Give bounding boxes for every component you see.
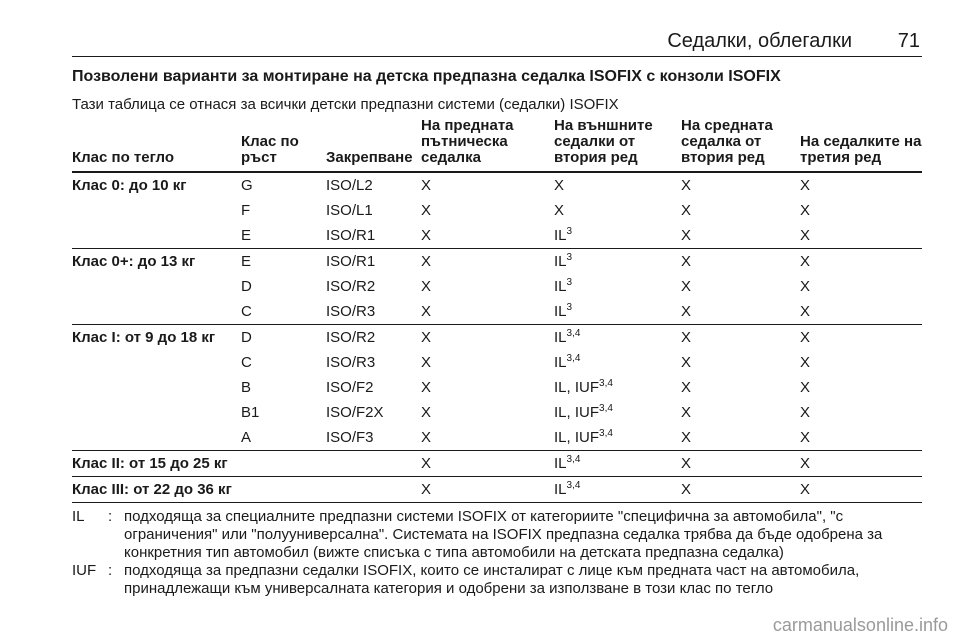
outer-second-row-cell-text: IL, IUF	[554, 429, 600, 446]
front-seat-cell-text: X	[421, 278, 432, 295]
weight-class-cell	[72, 350, 241, 375]
fixture-cell-text: ISO/R3	[326, 303, 376, 320]
footnote-ref: 3	[566, 226, 573, 237]
weight-class-cell-text: Клас 0+: до 13 кг	[72, 253, 196, 270]
footnote-ref: 3,4	[566, 328, 581, 339]
outer-second-row-cell	[554, 249, 681, 275]
fixture-cell-text: ISO/R1	[326, 227, 376, 244]
third-row-cell-text: X	[800, 253, 811, 270]
front-seat-cell-text: X	[421, 404, 432, 421]
middle-second-row-cell-text: X	[681, 354, 692, 371]
outer-second-row-cell-text: IL	[554, 303, 567, 320]
front-seat-cell-text: X	[421, 429, 432, 446]
front-seat-cell-text: X	[421, 303, 432, 320]
column-header: Клас по ръст	[241, 118, 326, 172]
front-seat-cell-text: X	[421, 455, 432, 472]
front-seat-cell-text: X	[421, 354, 432, 371]
fixture-cell	[326, 299, 421, 325]
legend-colon: :	[108, 508, 113, 525]
third-row-cell-text: X	[800, 404, 811, 421]
size-class-cell	[241, 198, 326, 223]
outer-second-row-cell-text: IL, IUF	[554, 404, 600, 421]
weight-class-cell	[72, 299, 241, 325]
size-class-cell-text: C	[241, 354, 252, 371]
fixture-cell-text: ISO/L2	[326, 177, 373, 194]
middle-second-row-cell	[681, 299, 800, 325]
size-class-cell-text: F	[241, 202, 251, 219]
fixture-cell-text: ISO/L1	[326, 202, 373, 219]
legend-description: подходяща за предпазни седалки ISOFIX, които се инсталират с лице към предната част на автомобила, принадлежащи към универсалната категория и одобрени за използване в този клас по тегло	[124, 562, 860, 597]
weight-class-cell	[72, 249, 241, 275]
fixture-cell	[326, 325, 421, 351]
middle-second-row-cell-text: X	[681, 202, 692, 219]
footnote-ref: 3,4	[566, 480, 581, 491]
footnote-ref: 3,4	[599, 428, 613, 439]
size-class-cell-text: G	[241, 177, 253, 194]
size-class-cell-text: B1	[241, 404, 260, 421]
weight-class-cell-text: Клас I: от 9 до 18 кг	[72, 329, 216, 346]
weight-class-cell	[72, 400, 241, 425]
fixture-cell	[326, 274, 421, 299]
section-heading: Позволени варианти за монтиране на детска предпазна седалка ISOFIX с конзоли ISOFIX	[72, 68, 781, 85]
outer-second-row-cell-text: IL	[554, 278, 567, 295]
outer-second-row-cell-text: IL, IUF	[554, 379, 600, 396]
middle-second-row-cell	[681, 274, 800, 299]
third-row-cell	[800, 274, 922, 299]
middle-second-row-cell-text: X	[681, 379, 692, 396]
fixture-cell	[326, 198, 421, 223]
middle-second-row-cell-text: X	[681, 177, 692, 194]
middle-second-row-cell-text: X	[681, 253, 692, 270]
outer-second-row-cell	[554, 198, 681, 223]
fixture-cell	[326, 477, 421, 503]
fixture-cell-text: ISO/F3	[326, 429, 374, 446]
third-row-cell	[800, 451, 922, 477]
front-seat-cell	[421, 249, 554, 275]
weight-class-cell	[72, 325, 241, 351]
fixture-cell	[326, 350, 421, 375]
table-row	[72, 325, 922, 351]
front-seat-cell-text: X	[421, 202, 432, 219]
weight-class-cell	[72, 375, 241, 400]
fixture-cell	[326, 249, 421, 275]
table-header-row	[72, 118, 922, 172]
legend-item	[72, 508, 924, 562]
table-row	[72, 425, 922, 451]
footnote-ref: 3	[566, 302, 573, 313]
table-row	[72, 400, 922, 425]
third-row-cell	[800, 400, 922, 425]
column-header: На седалките на третия ред	[800, 118, 922, 172]
outer-second-row-cell	[554, 172, 681, 198]
legend-item	[72, 562, 924, 598]
legend	[72, 508, 924, 598]
middle-second-row-cell	[681, 477, 800, 503]
third-row-cell-text: X	[800, 329, 811, 346]
outer-second-row-cell	[554, 425, 681, 451]
front-seat-cell	[421, 299, 554, 325]
weight-class-cell	[72, 198, 241, 223]
middle-second-row-cell-text: X	[681, 329, 692, 346]
size-class-cell	[241, 223, 326, 249]
weight-class-cell	[72, 477, 241, 503]
table-body	[72, 172, 922, 503]
size-class-cell	[241, 350, 326, 375]
middle-second-row-cell	[681, 198, 800, 223]
front-seat-cell	[421, 274, 554, 299]
fixture-cell-text: ISO/F2	[326, 379, 374, 396]
page-header	[72, 30, 922, 57]
outer-second-row-cell-text: IL	[554, 253, 567, 270]
third-row-cell	[800, 375, 922, 400]
third-row-cell-text: X	[800, 303, 811, 320]
third-row-cell	[800, 172, 922, 198]
front-seat-cell	[421, 350, 554, 375]
middle-second-row-cell	[681, 451, 800, 477]
middle-second-row-cell-text: X	[681, 303, 692, 320]
middle-second-row-cell	[681, 400, 800, 425]
front-seat-cell-text: X	[421, 177, 432, 194]
front-seat-cell	[421, 223, 554, 249]
third-row-cell	[800, 325, 922, 351]
outer-second-row-cell-text: IL	[554, 329, 567, 346]
size-class-cell-text: C	[241, 303, 252, 320]
weight-class-cell	[72, 451, 241, 477]
weight-class-cell	[72, 223, 241, 249]
size-class-cell	[241, 249, 326, 275]
table-row	[72, 274, 922, 299]
third-row-cell-text: X	[800, 354, 811, 371]
front-seat-cell	[421, 375, 554, 400]
size-class-cell	[241, 299, 326, 325]
table-row	[72, 249, 922, 275]
third-row-cell	[800, 249, 922, 275]
size-class-cell-text: D	[241, 329, 252, 346]
middle-second-row-cell	[681, 350, 800, 375]
footnote-ref: 3	[566, 252, 573, 263]
front-seat-cell-text: X	[421, 329, 432, 346]
outer-second-row-cell	[554, 325, 681, 351]
footnote-ref: 3	[566, 277, 573, 288]
legend-abbr: IL	[72, 508, 85, 525]
outer-second-row-cell	[554, 223, 681, 249]
size-class-cell	[241, 451, 326, 477]
table-row	[72, 477, 922, 503]
third-row-cell-text: X	[800, 379, 811, 396]
page-header-title: Седалки, облегалки	[667, 30, 852, 52]
third-row-cell-text: X	[800, 455, 811, 472]
size-class-cell	[241, 172, 326, 198]
middle-second-row-cell	[681, 325, 800, 351]
size-class-cell	[241, 375, 326, 400]
outer-second-row-cell	[554, 400, 681, 425]
size-class-cell	[241, 425, 326, 451]
middle-second-row-cell	[681, 375, 800, 400]
weight-class-cell-text: Клас III: от 22 до 36 кг	[72, 481, 232, 498]
fixture-cell-text: ISO/R3	[326, 354, 376, 371]
third-row-cell	[800, 223, 922, 249]
size-class-cell-text: B	[241, 379, 252, 396]
third-row-cell	[800, 350, 922, 375]
front-seat-cell	[421, 198, 554, 223]
outer-second-row-cell	[554, 299, 681, 325]
footnote-ref: 3,4	[566, 454, 581, 465]
size-class-cell	[241, 400, 326, 425]
size-class-cell-text: E	[241, 253, 252, 270]
footnote-ref: 3,4	[599, 378, 613, 389]
weight-class-cell-text: Клас 0: до 10 кг	[72, 177, 187, 194]
weight-class-cell-text: Клас II: от 15 до 25 кг	[72, 455, 228, 472]
column-header: На предната пътническа седалка	[421, 118, 554, 172]
outer-second-row-cell	[554, 477, 681, 503]
front-seat-cell-text: X	[421, 481, 432, 498]
fixture-cell	[326, 223, 421, 249]
size-class-cell-text: D	[241, 278, 252, 295]
outer-second-row-cell	[554, 451, 681, 477]
front-seat-cell	[421, 172, 554, 198]
table-row	[72, 299, 922, 325]
outer-second-row-cell	[554, 274, 681, 299]
isofix-table	[72, 118, 922, 503]
column-header: Закрепване	[326, 118, 421, 172]
fixture-cell	[326, 172, 421, 198]
legend-colon: :	[108, 562, 113, 579]
front-seat-cell-text: X	[421, 253, 432, 270]
weight-class-cell	[72, 425, 241, 451]
table-row	[72, 451, 922, 477]
size-class-cell	[241, 477, 326, 503]
third-row-cell-text: X	[800, 429, 811, 446]
watermark: carmanualsonline.info	[772, 615, 948, 635]
size-class-cell	[241, 274, 326, 299]
front-seat-cell	[421, 451, 554, 477]
fixture-cell	[326, 451, 421, 477]
fixture-cell-text: ISO/F2X	[326, 404, 384, 421]
legend-description: подходяща за специалните предпазни системи ISOFIX от категориите "специфична за автомобила", "с ограничения" или "полууниверсална". Системата на ISOFIX предпазна седалка трябва да бъде одобрена за конкретния тип автомобил (вижте списъка с типа автомобили на детската предпазна седалка)	[124, 508, 883, 561]
size-class-cell-text: E	[241, 227, 252, 244]
outer-second-row-cell-text: IL	[554, 481, 567, 498]
size-class-cell	[241, 325, 326, 351]
table-row	[72, 172, 922, 198]
third-row-cell	[800, 477, 922, 503]
front-seat-cell	[421, 400, 554, 425]
outer-second-row-cell-text: IL	[554, 354, 567, 371]
front-seat-cell	[421, 425, 554, 451]
middle-second-row-cell-text: X	[681, 429, 692, 446]
footnote-ref: 3,4	[599, 403, 613, 414]
front-seat-cell	[421, 477, 554, 503]
column-header: На външните седалки от втория ред	[554, 118, 681, 172]
third-row-cell-text: X	[800, 278, 811, 295]
table-row	[72, 350, 922, 375]
third-row-cell-text: X	[800, 227, 811, 244]
fixture-cell	[326, 375, 421, 400]
fixture-cell	[326, 400, 421, 425]
front-seat-cell	[421, 325, 554, 351]
fixture-cell-text: ISO/R1	[326, 253, 376, 270]
page-number: 71	[897, 30, 920, 52]
weight-class-cell	[72, 274, 241, 299]
middle-second-row-cell	[681, 172, 800, 198]
outer-second-row-cell	[554, 375, 681, 400]
front-seat-cell-text: X	[421, 227, 432, 244]
middle-second-row-cell-text: X	[681, 404, 692, 421]
third-row-cell-text: X	[800, 177, 811, 194]
fixture-cell-text: ISO/R2	[326, 278, 376, 295]
middle-second-row-cell-text: X	[681, 455, 692, 472]
outer-second-row-cell	[554, 350, 681, 375]
front-seat-cell-text: X	[421, 379, 432, 396]
middle-second-row-cell	[681, 249, 800, 275]
intro-text: Тази таблица се отнася за всички детски предпазни системи (седалки) ISOFIX	[72, 96, 619, 113]
outer-second-row-cell-text: X	[554, 202, 565, 219]
footnote-ref: 3,4	[566, 353, 581, 364]
middle-second-row-cell	[681, 425, 800, 451]
middle-second-row-cell	[681, 223, 800, 249]
middle-second-row-cell-text: X	[681, 227, 692, 244]
fixture-cell-text: ISO/R2	[326, 329, 376, 346]
weight-class-cell	[72, 172, 241, 198]
outer-second-row-cell-text: IL	[554, 455, 567, 472]
fixture-cell	[326, 425, 421, 451]
third-row-cell	[800, 198, 922, 223]
column-header: Клас по тегло	[72, 118, 241, 172]
outer-second-row-cell-text: IL	[554, 227, 567, 244]
outer-second-row-cell-text: X	[554, 177, 565, 194]
legend-abbr: IUF	[72, 562, 97, 579]
third-row-cell-text: X	[800, 202, 811, 219]
third-row-cell-text: X	[800, 481, 811, 498]
table-row	[72, 198, 922, 223]
middle-second-row-cell-text: X	[681, 278, 692, 295]
third-row-cell	[800, 425, 922, 451]
middle-second-row-cell-text: X	[681, 481, 692, 498]
table-row	[72, 375, 922, 400]
column-header: На средната седалка от втория ред	[681, 118, 800, 172]
third-row-cell	[800, 299, 922, 325]
table-row	[72, 223, 922, 249]
size-class-cell-text: A	[241, 429, 252, 446]
